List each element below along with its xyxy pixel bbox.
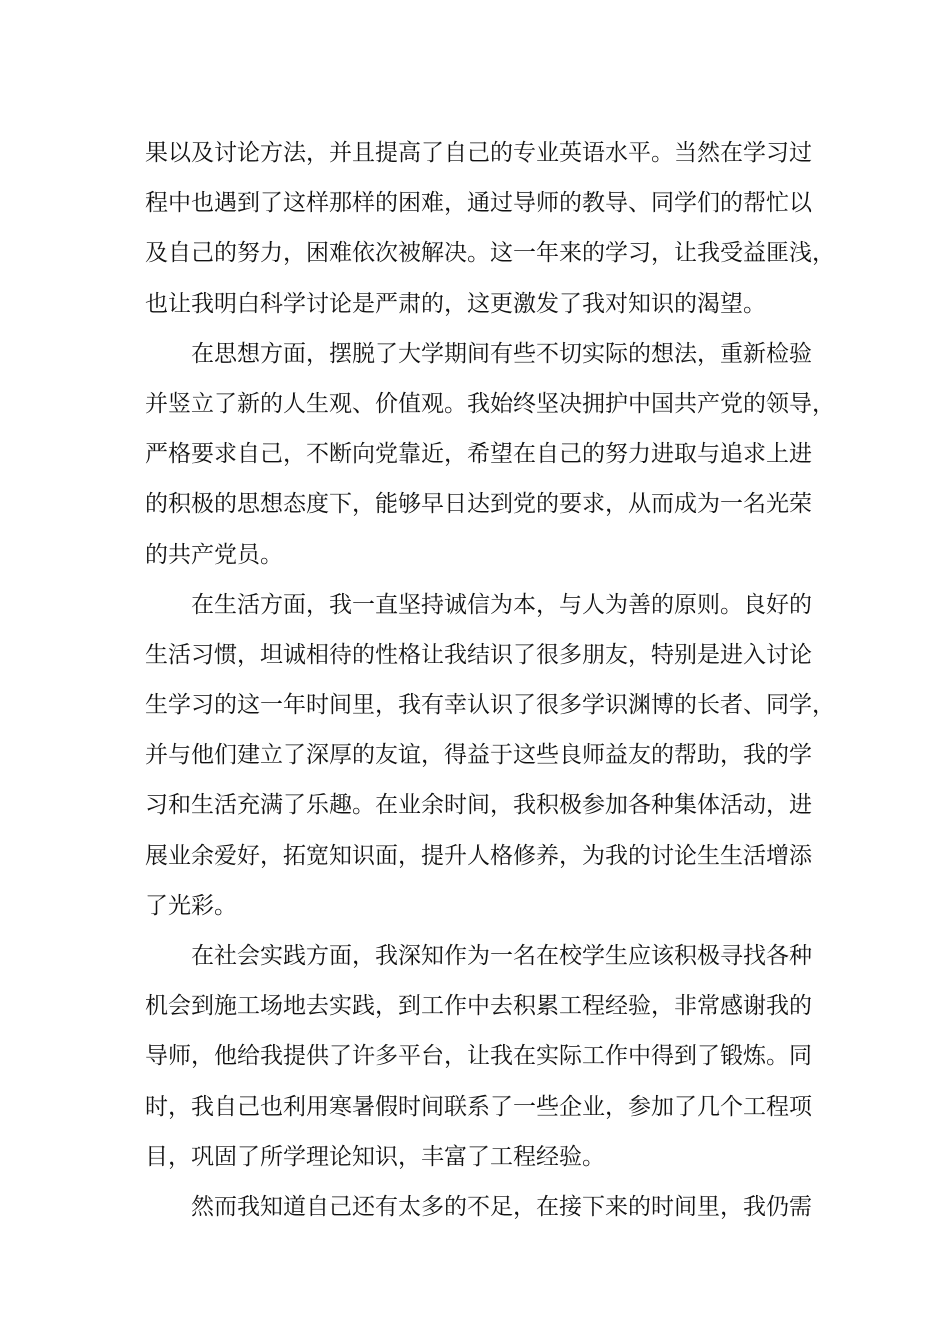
paragraph-start-line: 在思想方面，摆脱了大学期间有些不切实际的想法，重新检验 bbox=[191, 340, 812, 367]
text-line: 的积极的思想态度下，能够早日达到党的要求，从而成为一名光荣 bbox=[145, 491, 812, 518]
text-line: 时，我自己也利用寒暑假时间联系了一些企业，参加了几个工程项 bbox=[145, 1093, 812, 1120]
text-line: 并与他们建立了深厚的友谊，得益于这些良师益友的帮助，我的学 bbox=[145, 742, 812, 769]
text-line: 习和生活充满了乐趣。在业余时间，我积极参加各种集体活动，进 bbox=[145, 792, 812, 819]
text-line: 了光彩。 bbox=[145, 892, 237, 919]
text-line: 导师，他给我提供了许多平台，让我在实际工作中得到了锻炼。同 bbox=[145, 1043, 812, 1070]
text-line: 目，巩固了所学理论知识，丰富了工程经验。 bbox=[145, 1143, 605, 1170]
body-text bbox=[145, 128, 835, 1232]
text-line: 生活习惯，坦诚相待的性格让我结识了很多朋友，特别是进入讨论 bbox=[145, 641, 812, 668]
text-line: 程中也遇到了这样那样的困难，通过导师的教导、同学们的帮忙以 bbox=[145, 190, 812, 217]
text-line: 严格要求自己，不断向党靠近，希望在自己的努力进取与追求上进 bbox=[145, 441, 812, 468]
paragraph-start-line: 在社会实践方面，我深知作为一名在校学生应该积极寻找各种 bbox=[191, 943, 812, 969]
text-line: 及自己的努力，困难依次被解决。这一年来的学习，让我受益匪浅， bbox=[145, 240, 835, 267]
text-line: 展业余爱好，拓宽知识面，提升人格修养，为我的讨论生生活增添 bbox=[145, 842, 812, 869]
text-line: 并竖立了新的人生观、价值观。我始终坚决拥护中国共产党的领导， bbox=[145, 390, 835, 417]
text-line: 生学习的这一年时间里，我有幸认识了很多学识渊博的长者、同学， bbox=[145, 692, 835, 719]
text-line: 果以及讨论方法，并且提高了自己的专业英语水平。当然在学习过 bbox=[145, 140, 812, 166]
text-line: 也让我明白科学讨论是严肃的，这更激发了我对知识的渴望。 bbox=[145, 290, 766, 317]
text-line: 的共产党员。 bbox=[145, 541, 283, 568]
paragraph-start-line: 然而我知道自己还有太多的不足，在接下来的时间里，我仍需 bbox=[191, 1193, 812, 1220]
text-line: 机会到施工场地去实践，到工作中去积累工程经验，非常感谢我的 bbox=[145, 993, 812, 1020]
paragraph-start-line: 在生活方面，我一直坚持诚信为本，与人为善的原则。良好的 bbox=[191, 591, 812, 618]
